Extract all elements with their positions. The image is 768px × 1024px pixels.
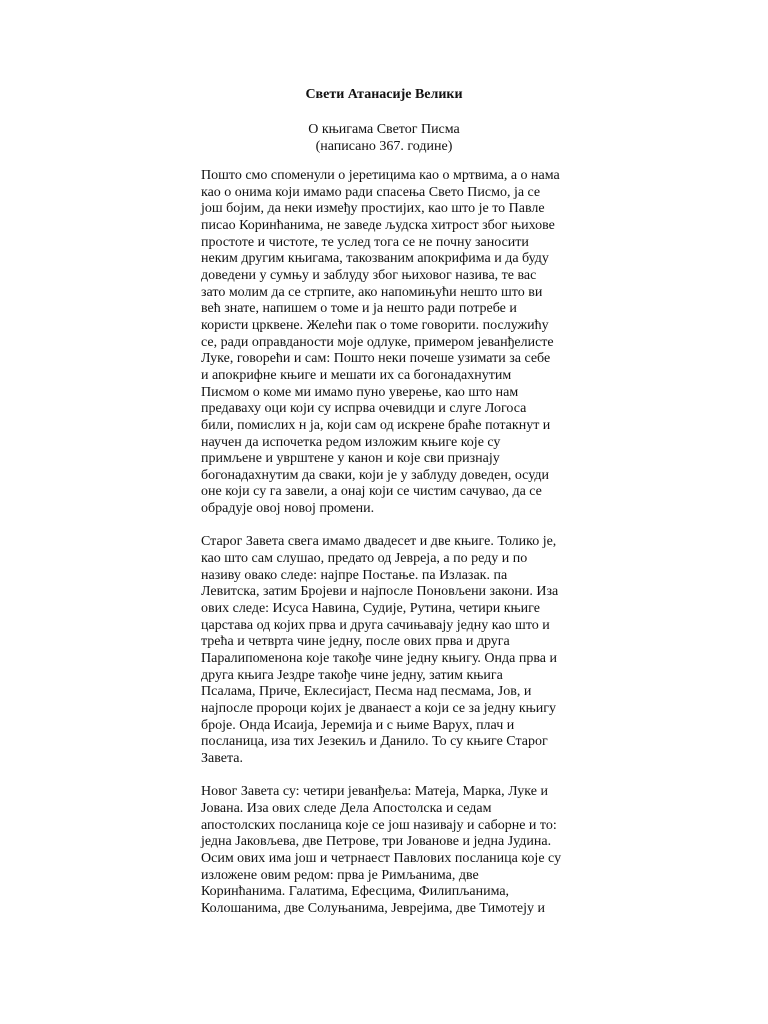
text-line: зато молим да се стрпите, ако напомињући нешто што ви [201,284,543,300]
text-line: Пошто смо споменули о јеретицима као о мртвима, а о нама [201,168,560,183]
text-line: Коринћанима. Галатима, Ефесцима, Филипљанима, [201,884,510,900]
text-line: изложене овим редом: прва је Римљанима, две [201,867,479,883]
text-line: ових следе: Исуса Навина, Судије, Рутина, четири књиге [201,601,540,617]
text-line: Псалама, Приче, Еклесијаст, Песма над песмама, Јов, и [201,684,532,700]
text-line: Писмом о коме ми имамо пуно уверење, као што нам [201,384,519,400]
text-line: и апокрифне књиге и мешати их са богонадахнутим [201,367,512,383]
text-line: оне који су га завели, а онај који се чистим сачувао, да се [201,484,542,500]
text-line: трећа и четврта чине једну, после ових прва и друга [201,634,510,650]
text-line: још бојим, да неки између простијих, као што је то Павле [201,201,545,217]
text-line: предаваху оци који су испрва очевидци и слуге Логоса [201,401,527,417]
paragraph [201,534,571,767]
document-title: Свети Атанасије Велики [305,87,463,102]
text-line: већ знате, напишем о томе и ја нешто ради потребе и [201,301,517,317]
text-line: Јована. Иза ових следе Дела Апостолска и седам [201,800,492,816]
text-line: најпосле пророци којих је дванаест а који се за једну књигу [201,700,556,716]
text-line: Старог Завета свега имамо двадесет и две књиге. Толико је, [201,534,557,550]
text-line: примљене и уврштене у канон и које сви признају [201,451,500,467]
paragraph [201,168,571,518]
text-line: апостолских посланица које се још називају и саборне и то: [201,817,557,833]
text-line: били, помислих н ја, који сам од искрене браће потакнут и [201,417,551,433]
text-line: царстава од којих прва и друга сачињавају једну као што и [201,617,550,633]
text-line: писао Коринћанима, не заведе људска хитрост због њихове [201,217,555,233]
subtitle-line: О књигама Светог Писма [308,122,460,137]
text-line: неким другим књигама, такозваним апокрифима и да буду [201,251,549,267]
text-line: богонадахнутим да сваки, који је у заблуду доведен, осуди [201,467,549,483]
text-line: Левитска, затим Бројеви и најпосле Поновљени закони. Иза [201,584,559,600]
text-line: као што сам слушао, предато од Јевреја, а по реду и по [201,551,528,567]
text-line: Луке, говорећи и сам: Пошто неки почеше узимати за себе [201,351,551,367]
text-line: научен да испочетка редом изложим књиге које су [201,434,501,450]
text-line: Осим ових има још и четрнаест Павлових посланица које су [201,850,562,866]
document-body [201,168,571,934]
text-line: као о онима који имамо ради спасења Свето Писмо, ја се [201,184,541,200]
text-line: Колошанима, две Солуњанима, Јеврејима, две Тимотеју и [201,900,545,916]
text-line: обрадује овој новој промени. [201,501,375,517]
paragraph [201,784,571,917]
text-line: Паралипоменона које такође чине једну књигу. Онда прва и [201,651,557,667]
text-line: Завета. [201,750,243,766]
text-line: користи црквене. Желећи пак о томе говорити. послужићу [201,317,549,333]
text-line: друга књига Јездре такође чине једну, затим књига [201,667,503,683]
subtitle-line: (написано 367. године) [315,139,453,154]
text-line: броје. Онда Исаија, Јеремија и с њиме Варух, плач и [201,717,515,733]
document-subtitle [0,121,768,155]
text-line: се, ради оправданости моје одлуке, примером јеванђелисте [201,334,554,350]
text-line: простоте и чистоте, те услед тога се не почну заносити [201,234,529,250]
text-line: једна Јаковљева, две Петрове, три Јованове и једна Јудина. [201,834,552,850]
text-line: називу овако следе: најпре Постање. па Излазак. па [201,567,508,583]
text-line: Новог Завета су: четири јеванђеља: Матеја, Марка, Луке и [201,784,548,800]
text-line: доведени у сумњу и заблуду због њиховог назива, те вас [201,267,537,283]
text-line: посланица, иза тих Језекиљ и Данило. То су књиге Старог [201,734,548,750]
